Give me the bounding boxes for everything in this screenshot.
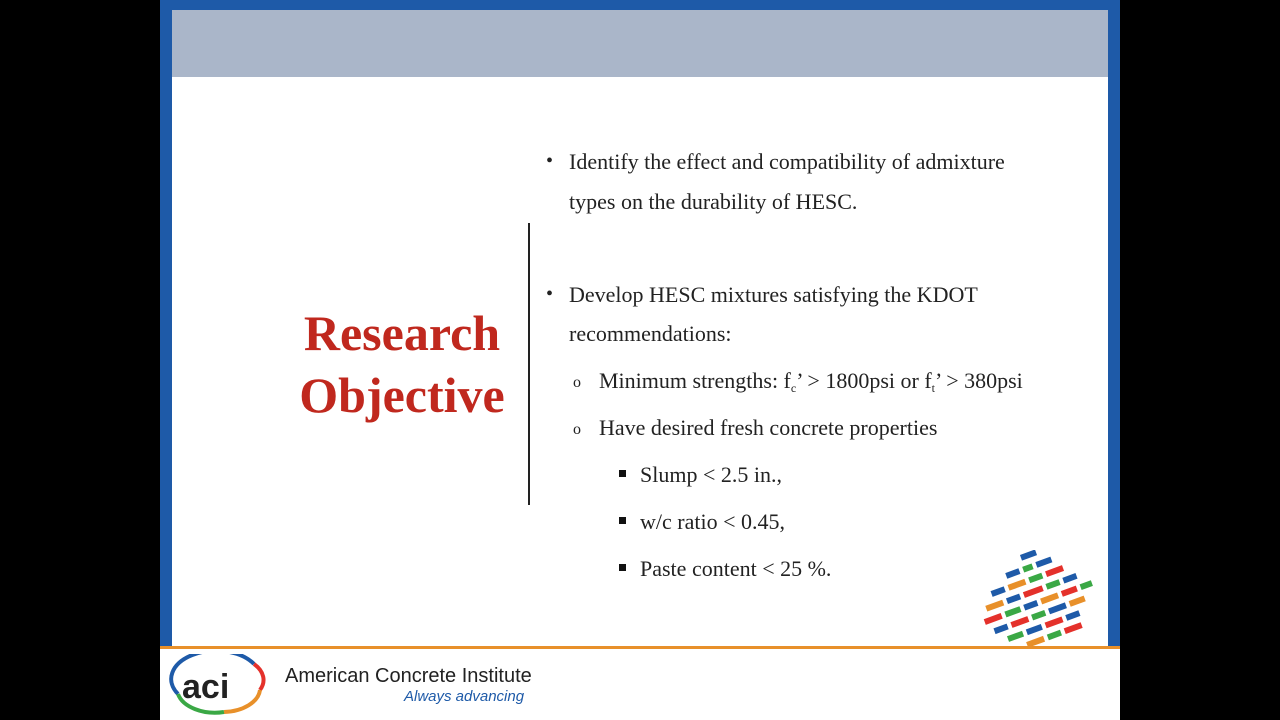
sub-bullet-marker: o	[573, 374, 581, 391]
slide-title	[252, 302, 552, 426]
square-bullet-icon	[619, 517, 626, 524]
strength-sub-t: t	[931, 381, 935, 395]
vertical-divider	[528, 223, 530, 505]
bullet-icon: •	[546, 150, 554, 172]
square-bullet-icon	[619, 470, 626, 477]
square-bullet-icon	[619, 564, 626, 571]
slide-header-band	[172, 10, 1108, 77]
footer-orange-rule	[160, 646, 1120, 649]
decorative-blocks-graphic	[976, 550, 1108, 646]
sub-bullet-marker: o	[573, 421, 581, 438]
bullet-1-line1: Identify the effect and compatibility of admixture	[569, 149, 1005, 174]
bullet-2-line2: recommendations:	[569, 321, 732, 346]
strength-prefix: Minimum strengths: f	[599, 368, 791, 393]
aci-logo-icon	[164, 654, 268, 716]
bullet-1-line2: types on the durability of HESC.	[569, 189, 858, 214]
org-name: American Concrete Institute	[285, 665, 532, 687]
sub-item-strengths	[599, 368, 1023, 396]
slide-frame	[160, 0, 1120, 720]
bullet-icon: •	[546, 283, 554, 305]
bullet-2-line1: Develop HESC mixtures satisfying the KDOT	[569, 282, 978, 307]
strength-suffix: ’ > 380psi	[935, 368, 1023, 393]
slide-title-line2: Objective	[299, 367, 505, 423]
subsub-item-wc-ratio: w/c ratio < 0.45,	[640, 509, 785, 534]
slide-title-line1: Research	[303, 305, 501, 361]
aci-logo-text: aci	[182, 668, 230, 706]
org-tagline: Always advancing	[404, 688, 525, 705]
strength-mid: ’ > 1800psi or f	[796, 368, 932, 393]
strength-sub-c: c	[790, 381, 797, 395]
subsub-item-paste: Paste content < 25 %.	[640, 556, 832, 581]
footer-bar	[160, 646, 1120, 720]
sub-item-fresh: Have desired fresh concrete properties	[599, 415, 938, 440]
slide-content	[172, 10, 1108, 646]
subsub-item-slump: Slump < 2.5 in.,	[640, 462, 782, 487]
